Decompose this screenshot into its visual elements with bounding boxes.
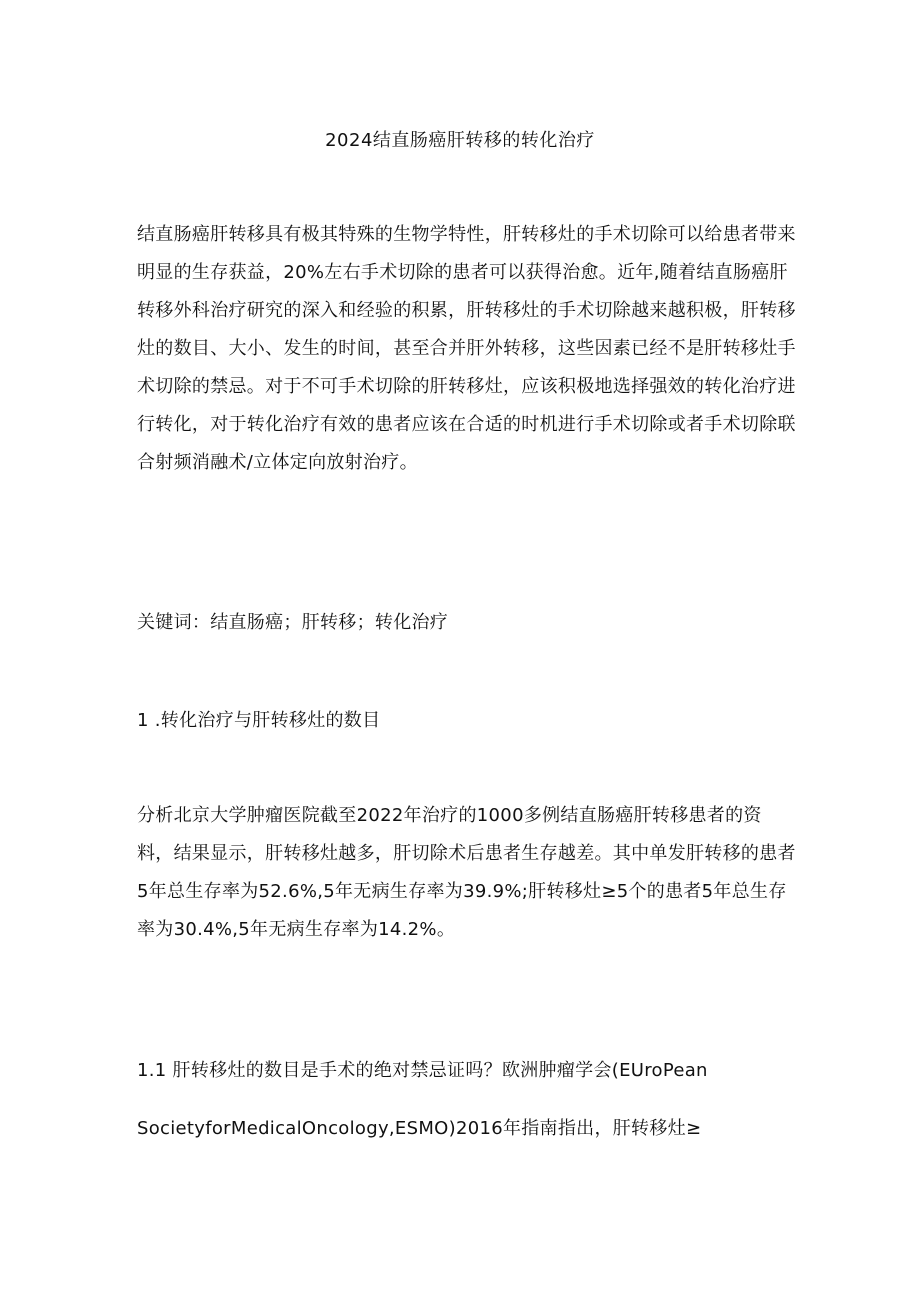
document-title: 2024结直肠癌肝转移的转化治疗 — [325, 130, 595, 151]
abstract-paragraph: 结直肠癌肝转移具有极其特殊的生物学特性，肝转移灶的手术切除可以给患者带来明显的生存获益，20%左右手术切除的患者可以获得治愈。近年,随着结直肠癌肝转移外科治疗研究的深入和经验的积累，肝转移灶的手术切除越来越积极，肝转移灶的数目、大小、发生的时间，甚至合并肝外转移，这些因素已经不是肝转移灶手术切除的禁忌。对于不可手术切除的肝转移灶，应该积极地选择强效的转化治疗进行转化，对于转化治疗有效的患者应该在合适的时机进行手术切除或者手术切除联合射频消融术/立体定向放射治疗。 — [137, 224, 796, 473]
section-1-paragraph: 分析北京大学肿瘤医院截至2022年治疗的1000多例结直肠癌肝转移患者的资料，结果显示，肝转移灶越多，肝切除术后患者生存越差。其中单发肝转移的患者5年总生存率为52.6%,5年无病生存率为39.9%;肝转移灶≥5个的患者5年总生存率为30.4%,5年无病生存率为14.2%。 — [137, 805, 796, 940]
subsection-1-1-paragraph: 1.1 肝转移灶的数目是手术的绝对禁忌证吗？欧洲肿瘤学会(EUroPean SocietyforMedicalOncology,ESMO)2016年指南指出，肝转移灶≥ — [137, 1060, 714, 1139]
section-1-heading: 1 .转化治疗与肝转移灶的数目 — [137, 710, 381, 731]
keywords-line: 关键词：结直肠癌；肝转移；转化治疗 — [137, 612, 449, 633]
